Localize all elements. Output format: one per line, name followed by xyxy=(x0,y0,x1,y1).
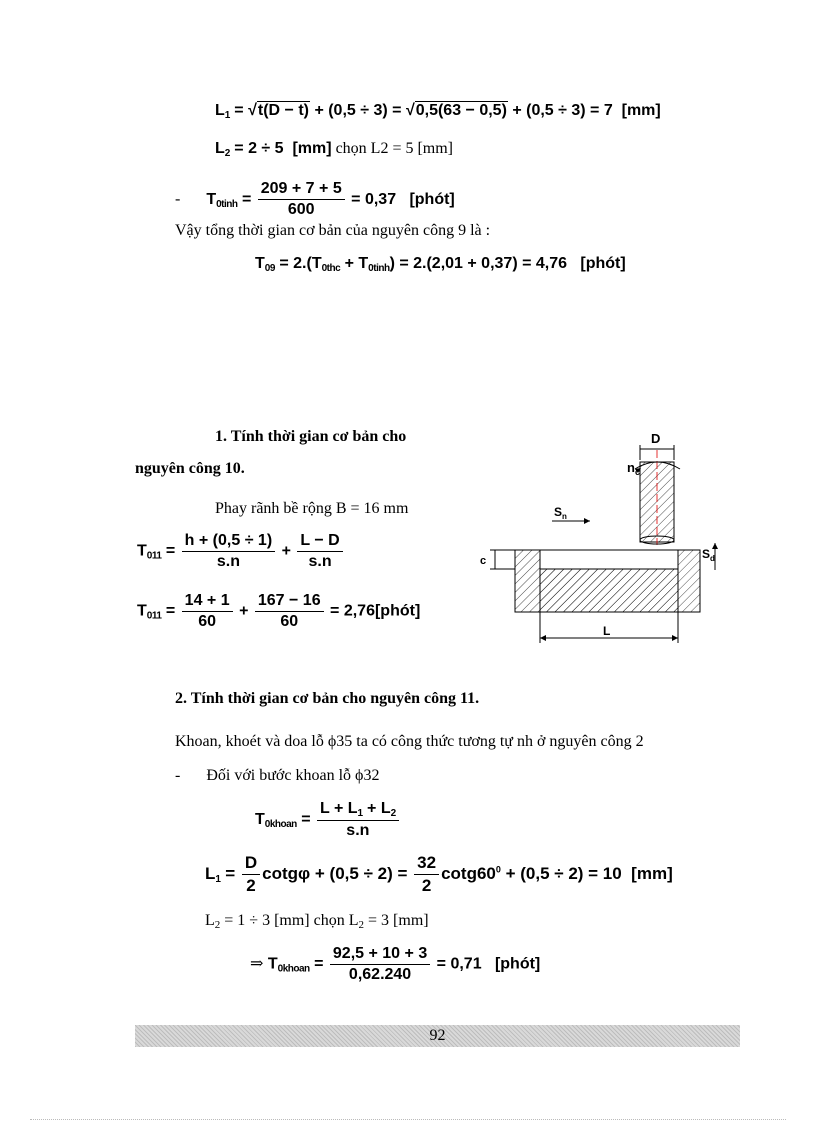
l2-choose: chọn L2 = 5 [mm] xyxy=(335,140,454,157)
l1-sqrt1: t(D − t) xyxy=(257,102,309,119)
t0khoan-num-mid: + L xyxy=(362,800,391,817)
l1-lhs-sub: 1 xyxy=(224,110,230,121)
t0khoan-lhs-sub: 0khoan xyxy=(264,819,297,831)
t0tinh-unit: [phót] xyxy=(409,190,455,208)
t0kr-lhs-sub: 0khoan xyxy=(277,963,310,975)
label-sd xyxy=(702,547,715,563)
t0khoan-result xyxy=(250,945,540,984)
t09-lhs: T xyxy=(255,255,265,272)
l1-part2: + (0,5 ÷ 3) = xyxy=(314,102,402,119)
t011-calc-den1: 60 xyxy=(198,613,217,630)
feed-arrow-sn-head xyxy=(584,518,590,524)
t09-line xyxy=(255,255,626,274)
label-sn-main: S xyxy=(554,505,563,519)
label-sn xyxy=(554,505,567,521)
workpiece-lower xyxy=(540,569,678,612)
l1c-rest-a: cotg60 xyxy=(441,863,496,883)
t011-plus: + xyxy=(281,542,291,560)
l1-cotg-formula xyxy=(205,853,673,896)
t011-den2: s.n xyxy=(308,553,332,570)
t0khoan-formula xyxy=(255,800,401,840)
t0tinh-den: 600 xyxy=(287,201,315,218)
l1c-mid: cotgφ + (0,5 ÷ 2) = xyxy=(262,863,408,883)
l1-unit: [mm] xyxy=(621,102,661,119)
l1c-num2: 32 xyxy=(414,853,439,875)
l2r-rest: = 1 ÷ 3 [mm] chọn L xyxy=(220,912,359,929)
t0khoan-num-sub1: 1 xyxy=(357,808,363,819)
t0kr-num: 92,5 + 10 + 3 xyxy=(330,945,430,965)
bottom-divider xyxy=(30,1119,786,1120)
l1c-unit: [mm] xyxy=(631,863,673,883)
l2r-l: L xyxy=(205,912,215,929)
l2-lhs: L xyxy=(215,140,225,157)
t011-calc-num1: 14 + 1 xyxy=(182,592,233,612)
t0kr-eq: = xyxy=(314,955,324,973)
t0tinh-num: 209 + 7 + 5 xyxy=(258,180,345,200)
label-n xyxy=(627,460,640,477)
t011-calc-frac1 xyxy=(182,592,233,631)
l1-sqrt2: 0,5(63 − 0,5) xyxy=(415,102,507,119)
page-footer xyxy=(135,1025,740,1047)
t011-lhs-sub: 011 xyxy=(146,550,162,562)
t0tinh-lhs-sub: 0tinh xyxy=(216,198,238,210)
t011-calc xyxy=(137,592,420,631)
t011-formula xyxy=(137,532,345,571)
l2-lhs-sub: 2 xyxy=(224,148,230,159)
total-text: Vậy tổng thời gian cơ bản của nguyên công 9 là : xyxy=(175,222,491,239)
t09-expr-a: = 2.(T xyxy=(279,255,322,272)
label-l: L xyxy=(603,624,611,638)
l1c-den1: 2 xyxy=(246,876,256,895)
l2r-rest2: = 3 [mm] xyxy=(364,912,429,929)
t0tinh-result: = 0,37 xyxy=(351,190,397,208)
l1-eq: = xyxy=(234,102,244,119)
l1c-rest-b: + (0,5 ÷ 2) = 10 xyxy=(500,863,622,883)
t0tinh-fraction xyxy=(258,180,345,219)
t011-calc-eq: = xyxy=(165,602,176,620)
t011-calc-lhs-sub: 011 xyxy=(146,610,162,622)
l1c-rest-sup: 0 xyxy=(495,864,501,875)
t011-calc-num2: 167 − 16 xyxy=(255,592,324,612)
t011-eq: = xyxy=(165,542,176,560)
t09-lhs-sub: 09 xyxy=(264,263,275,274)
l1c-lhs-sub: 1 xyxy=(215,873,221,885)
l-dim-arrow-right xyxy=(672,635,678,641)
section2-heading: 2. Tính thời gian cơ bản cho nguyên công 11. xyxy=(175,690,480,707)
t011-frac1 xyxy=(182,532,275,571)
label-n-sub: c xyxy=(634,467,640,477)
l2r-sub2: 2 xyxy=(358,919,365,931)
section2-bullet xyxy=(175,767,379,785)
t0tinh-eq: = xyxy=(241,190,252,208)
slot xyxy=(540,550,678,569)
t09-expr-c: ) = 2.(2,01 + 0,37) = 4,76 xyxy=(389,255,568,272)
t011-num2: L − D xyxy=(297,532,342,552)
t0khoan-lhs: T xyxy=(255,811,265,829)
l1c-frac2 xyxy=(414,853,439,896)
l1c-eq: = xyxy=(225,863,236,883)
t0khoan-num-a: L + L xyxy=(320,800,358,817)
t011-frac2 xyxy=(297,532,342,571)
l1c-num1: D xyxy=(242,853,260,875)
l2-range-line xyxy=(205,912,429,931)
milling-diagram xyxy=(470,425,730,650)
t0khoan-num-sub2: 2 xyxy=(390,808,396,819)
t011-calc-lhs: T xyxy=(137,602,147,620)
t0khoan-num xyxy=(317,800,399,821)
t0kr-den: 0,62.240 xyxy=(348,966,412,983)
t0tinh-line xyxy=(175,180,455,219)
t0khoan-eq: = xyxy=(301,811,311,829)
l2-line xyxy=(215,140,453,159)
t0khoan-frac xyxy=(317,800,399,840)
feed-arrow-sd-head xyxy=(712,543,718,549)
label-d: D xyxy=(651,431,661,446)
t09-sub-b: 0tinh xyxy=(368,263,390,274)
t011-calc-result: = 2,76[phót] xyxy=(330,602,421,620)
t011-calc-frac2 xyxy=(255,592,324,631)
t0tinh-lhs: T xyxy=(206,190,217,208)
section1-heading-line2: nguyên công 10. xyxy=(135,460,245,477)
label-sd-sub: d xyxy=(710,554,715,563)
implies-arrow: ⇒ xyxy=(250,955,264,973)
t011-num1: h + (0,5 ÷ 1) xyxy=(182,532,275,552)
bullet-text: Đối với bước khoan lỗ ϕ32 xyxy=(206,767,380,784)
bullet-dash: - xyxy=(175,767,181,784)
label-sd-main: S xyxy=(702,547,711,561)
page-number: 92 xyxy=(429,1027,446,1044)
t011-den1: s.n xyxy=(216,553,240,570)
l1c-lhs: L xyxy=(205,863,216,883)
t0kr-lhs: T xyxy=(267,955,278,973)
l2-expr: = 2 ÷ 5 xyxy=(234,140,284,157)
l1c-den2: 2 xyxy=(421,876,432,895)
l1-formula xyxy=(215,102,661,121)
t0kr-frac xyxy=(330,945,430,984)
l2-unit: [mm] xyxy=(292,140,332,157)
label-sn-sub: n xyxy=(562,512,567,521)
t011-lhs: T xyxy=(137,542,147,560)
label-n-main: n xyxy=(627,460,635,475)
t0tinh-dash: - xyxy=(175,190,181,208)
l1-lhs: L xyxy=(215,102,225,119)
t011-calc-den2: 60 xyxy=(280,613,299,630)
sqrt-sign-2: √ xyxy=(405,102,415,119)
l1c-frac1 xyxy=(242,853,260,896)
label-c: c xyxy=(480,555,487,567)
t0kr-unit: [phót] xyxy=(494,955,541,973)
t0kr-value: = 0,71 xyxy=(436,955,482,973)
t09-sub-a: 0thc xyxy=(321,263,341,274)
section1-desc: Phay rãnh bề rộng B = 16 mm xyxy=(215,500,409,517)
section2-desc: Khoan, khoét và doa lỗ ϕ35 ta có công thức tương tự nh ở nguyên công 2 xyxy=(175,733,644,750)
sqrt-sign-1: √ xyxy=(248,102,257,119)
t09-unit: [phót] xyxy=(580,255,626,272)
l-dim-arrow-left xyxy=(540,635,546,641)
t0khoan-den: s.n xyxy=(346,822,370,839)
section1-heading-line1: 1. Tính thời gian cơ bản cho xyxy=(215,428,407,445)
t09-expr-b: + T xyxy=(344,255,369,272)
t011-calc-plus: + xyxy=(239,602,249,620)
l1-part3: + (0,5 ÷ 3) = 7 xyxy=(512,102,613,119)
l2r-sub: 2 xyxy=(214,919,221,931)
